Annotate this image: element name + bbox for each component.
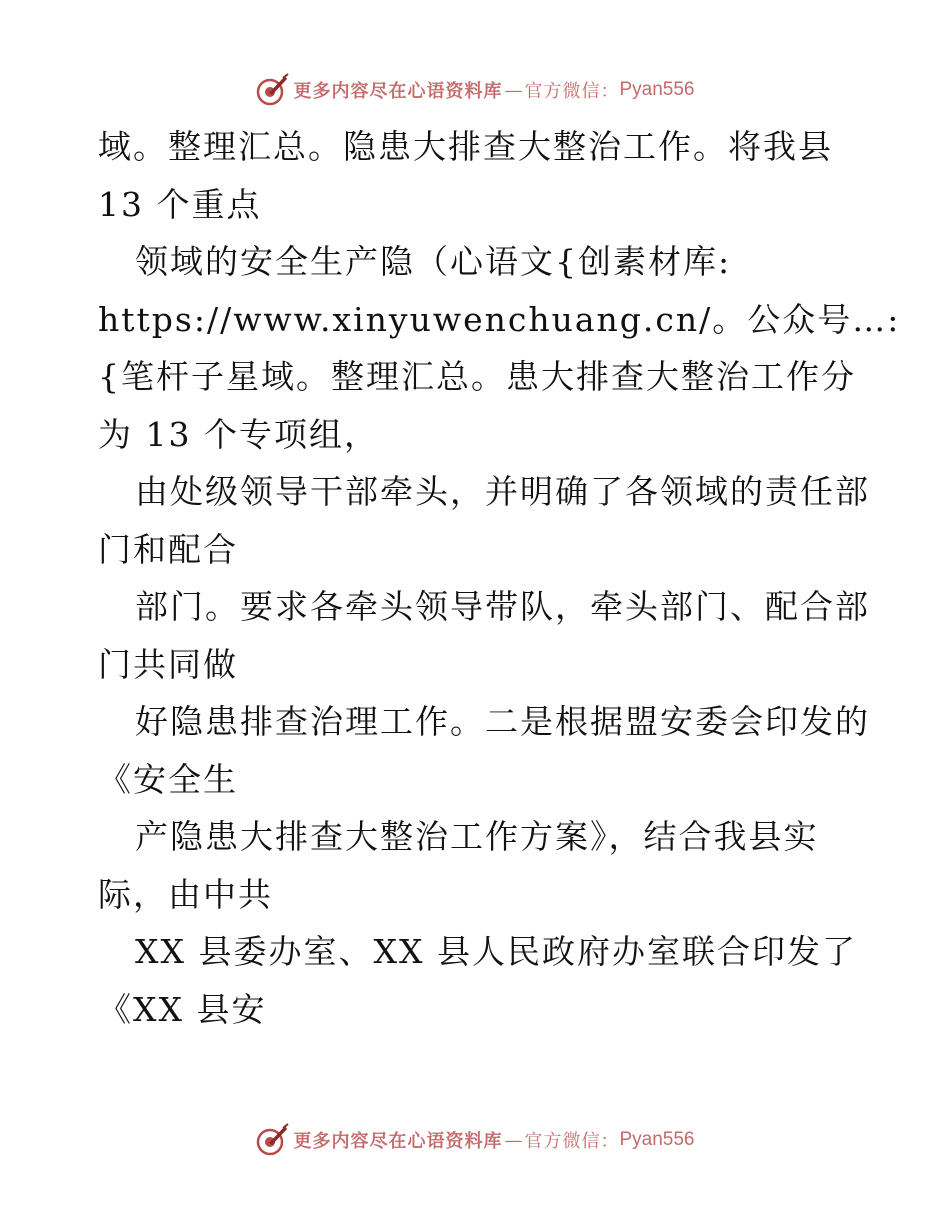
footer-wechat-label: 官方微信：: [524, 1131, 620, 1152]
quill-logo-icon: [255, 1123, 289, 1157]
text-line: 域。整理汇总。隐患大排查大整治工作。将我县: [98, 127, 833, 166]
text-line: 门和配合: [98, 529, 238, 569]
footer-site-text: 更多内容尽在心语资料库: [293, 1131, 503, 1152]
text-line: 领域的安全生产隐（心语文{创素材库:: [135, 242, 732, 281]
header-wechat-label: 官方微信：: [524, 81, 620, 102]
quill-logo-icon: [255, 73, 289, 107]
text-line: 13 个重点: [98, 184, 262, 224]
text-line: 《XX 县安: [98, 989, 267, 1029]
text-line: XX 县委办室、XX 县人民政府办室联合印发了: [135, 932, 857, 971]
text-line: {笔杆子星域。整理汇总。患大排查大整治工作分: [98, 357, 856, 396]
footer-wechat-id: Pyan556: [619, 1129, 695, 1150]
text-line: 际，由中共: [98, 874, 273, 914]
text-line: 《安全生: [98, 759, 238, 799]
footer-separator: —: [504, 1129, 523, 1151]
text-line: 由处级领导干部牵头，并明确了各领域的责任部: [135, 472, 870, 511]
header-separator: —: [504, 79, 523, 101]
header-banner: [0, 70, 950, 110]
text-line: https://www.xinyuwenchuang.cn/。公众号…:: [98, 299, 901, 339]
text-line: 部门。要求各牵头领导带队，牵头部门、配合部: [135, 587, 870, 626]
footer-banner: [0, 1120, 950, 1160]
text-line: 门共同做: [98, 644, 238, 684]
header-site-text: 更多内容尽在心语资料库: [293, 81, 503, 102]
text-line: 为 13 个专项组，: [98, 414, 379, 454]
text-line: 产隐患大排查大整治工作方案》，结合我县实: [135, 817, 819, 856]
text-line: 好隐患排查治理工作。二是根据盟安委会印发的: [135, 702, 870, 741]
header-wechat-id: Pyan556: [619, 79, 695, 100]
document-body: [98, 118, 901, 1038]
